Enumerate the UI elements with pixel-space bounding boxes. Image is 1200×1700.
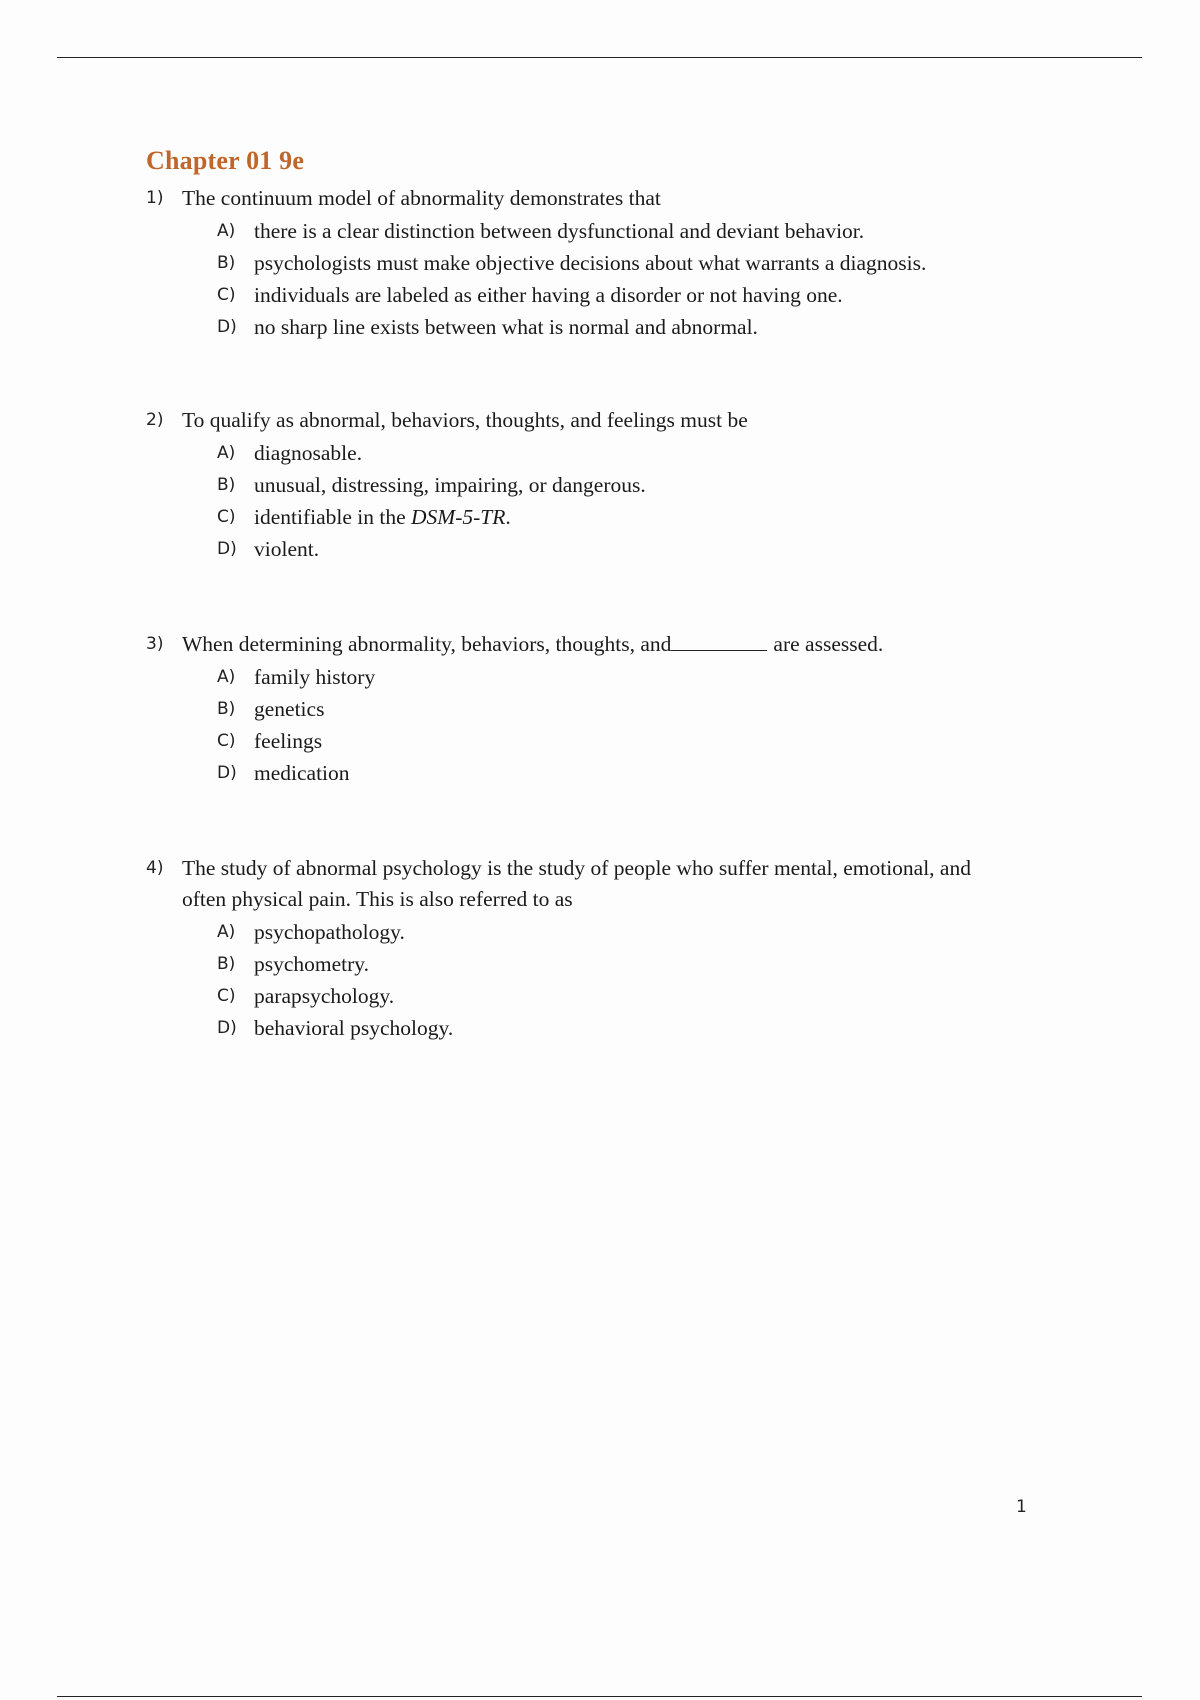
option-b [217, 948, 1096, 980]
option-c [217, 980, 1096, 1012]
option-d [217, 757, 1096, 789]
option-letter: C) [217, 731, 236, 751]
question-2 [146, 405, 1096, 565]
option-text: psychologists must make objective decisions about what warrants a diagnosis. [254, 251, 927, 275]
option-list [217, 437, 1096, 565]
question-number: 1) [146, 188, 164, 208]
question-text-before-blank: When determining abnormality, behaviors, thoughts, and [182, 632, 672, 656]
question-4 [146, 853, 1096, 1044]
option-b [217, 693, 1096, 725]
option-a [217, 437, 1096, 469]
option-letter: D) [217, 317, 237, 337]
option-text: unusual, distressing, impairing, or dangerous. [254, 473, 646, 497]
question-text-after-blank: are assessed. [773, 632, 884, 656]
option-text: psychopathology. [254, 920, 405, 944]
page-number: 1 [1016, 1497, 1027, 1517]
option-letter: B) [217, 954, 236, 974]
option-a [217, 661, 1096, 693]
question-1 [146, 183, 1096, 343]
option-text [254, 501, 511, 533]
option-c [217, 725, 1096, 757]
option-text-suffix: . [505, 505, 511, 529]
option-c [217, 501, 1096, 533]
option-d [217, 533, 1096, 565]
fill-in-blank [671, 630, 767, 651]
question-text [182, 853, 971, 915]
option-text: psychometry. [254, 952, 370, 976]
option-d [217, 311, 1096, 343]
option-text: diagnosable. [254, 441, 363, 465]
question-text [182, 629, 883, 660]
option-text: violent. [254, 537, 320, 561]
option-letter: A) [217, 221, 236, 241]
option-list [217, 215, 1096, 343]
question-text: To qualify as abnormal, behaviors, thoughts, and feelings must be [182, 408, 748, 432]
option-text: family history [254, 665, 376, 689]
option-text: no sharp line exists between what is normal and abnormal. [254, 315, 758, 339]
question-text-line-1: The study of abnormal psychology is the study of people who suffer mental, emotional, and [182, 856, 971, 880]
option-letter: C) [217, 507, 236, 527]
option-letter: C) [217, 285, 236, 305]
option-text: parapsychology. [254, 984, 395, 1008]
option-letter: D) [217, 1018, 237, 1038]
question-number: 2) [146, 410, 164, 430]
option-a [217, 215, 1096, 247]
option-letter: A) [217, 443, 236, 463]
option-letter: B) [217, 253, 236, 273]
header-rule [57, 57, 1142, 58]
question-text: The continuum model of abnormality demonstrates that [182, 186, 661, 210]
option-text: genetics [254, 697, 325, 721]
question-number: 4) [146, 858, 164, 878]
option-text-prefix: identifiable in the [254, 505, 412, 529]
option-letter: D) [217, 539, 237, 559]
option-text: there is a clear distinction between dysfunctional and deviant behavior. [254, 219, 865, 243]
option-d [217, 1012, 1096, 1044]
option-letter: B) [217, 475, 236, 495]
option-letter: A) [217, 667, 236, 687]
option-list [217, 661, 1096, 789]
footer-rule [57, 1696, 1142, 1697]
question-3 [146, 629, 1096, 789]
option-letter: B) [217, 699, 236, 719]
option-letter: D) [217, 763, 237, 783]
option-text: individuals are labeled as either having a disorder or not having one. [254, 283, 843, 307]
option-c [217, 279, 1096, 311]
chapter-title: Chapter 01 9e [146, 146, 305, 175]
option-letter: A) [217, 922, 236, 942]
dsm-title: DSM-5-TR [411, 505, 506, 529]
option-text: medication [254, 761, 350, 785]
option-text: feelings [254, 729, 323, 753]
question-text-line-2: often physical pain. This is also referred to as [182, 887, 573, 911]
question-number: 3) [146, 634, 164, 654]
option-list [217, 916, 1096, 1044]
option-text: behavioral psychology. [254, 1016, 454, 1040]
option-b [217, 247, 1096, 279]
option-letter: C) [217, 986, 236, 1006]
option-a [217, 916, 1096, 948]
option-b [217, 469, 1096, 501]
